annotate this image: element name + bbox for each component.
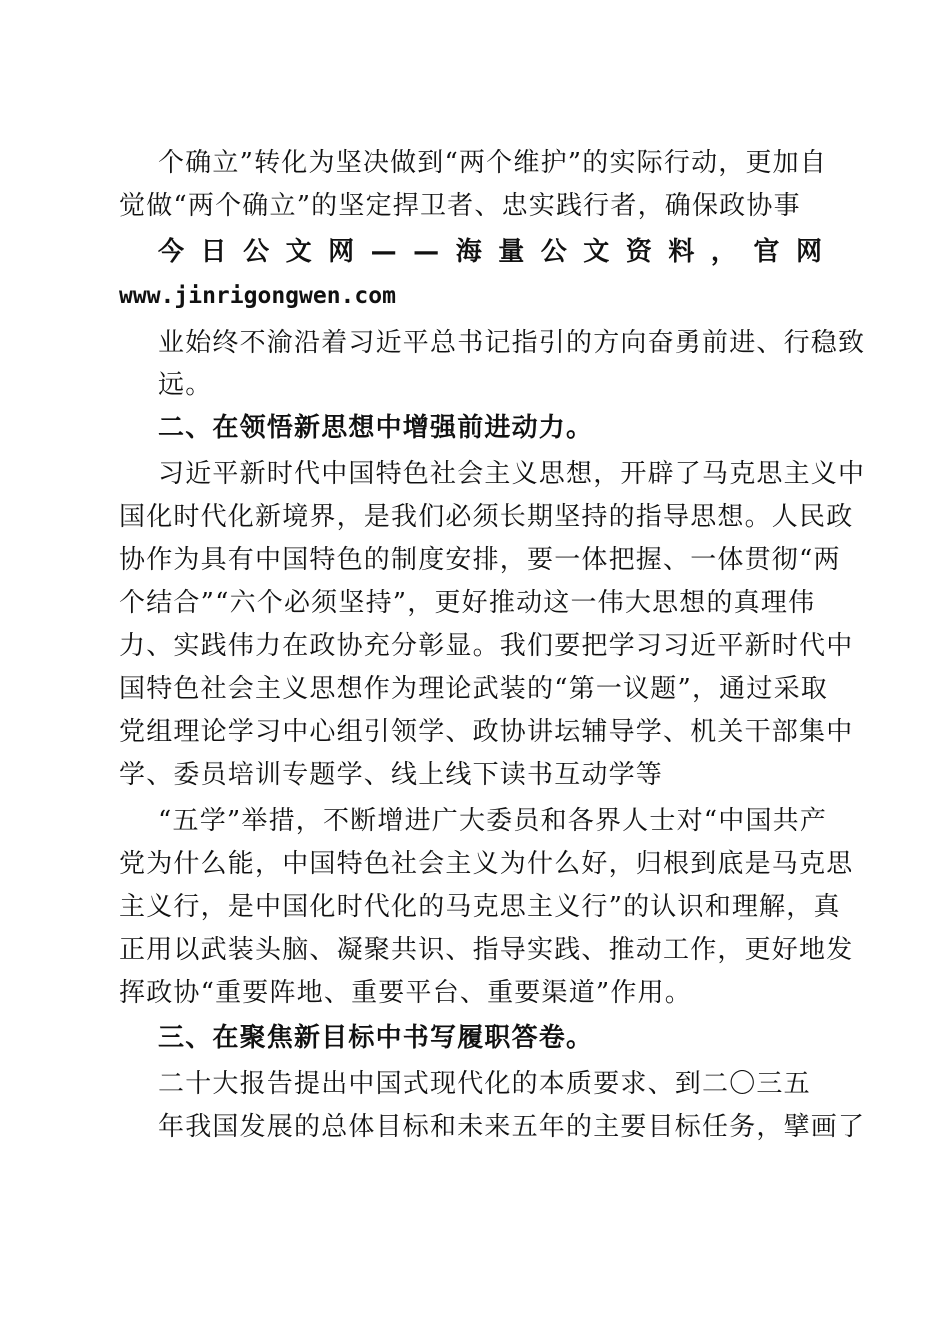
watermark-title-char: 公: [243, 237, 270, 267]
section-heading: 二、在领悟新思想中增强前进动力。: [158, 413, 594, 443]
watermark-url[interactable]: www.jinrigongwen.com: [119, 283, 396, 309]
watermark-title-char: 官: [753, 237, 780, 267]
text-line: 个确立”转化为坚决做到“两个维护”的实际行动，更加自: [158, 148, 828, 178]
watermark-title-char: 公: [540, 237, 567, 267]
text-line: 党组理论学习中心组引领学、政协讲坛辅导学、机关干部集中: [119, 717, 854, 747]
watermark-title: [158, 234, 822, 270]
watermark-title-char: 文: [285, 237, 312, 267]
watermark-title-char: —: [413, 237, 440, 267]
text-line: 协作为具有中国特色的制度安排，要一体把握、一体贯彻“两: [119, 545, 841, 575]
text-line: 二十大报告提出中国式现代化的本质要求、到二〇三五: [158, 1069, 811, 1099]
text-line: 学、委员培训专题学、线上线下读书互动学等: [119, 760, 664, 790]
text-line: 正用以武装头脑、凝聚共识、指导实践、推动工作，更好地发: [119, 935, 854, 965]
text-line: 国特色社会主义思想作为理论武装的“第一议题”，通过采取: [119, 674, 828, 704]
text-line: 党为什么能，中国特色社会主义为什么好，归根到底是马克思: [119, 849, 854, 879]
text-line: 个结合”“六个必须坚持”，更好推动这一伟大思想的真理伟: [119, 588, 816, 618]
watermark-title-char: 日: [200, 237, 227, 267]
text-line: 觉做“两个确立”的坚定捍卫者、忠实践行者，确保政协事: [119, 191, 801, 221]
watermark-title-char: 网: [795, 237, 822, 267]
watermark-title-char: 网: [328, 237, 355, 267]
text-line: 国化时代化新境界，是我们必须长期坚持的指导思想。人民政: [119, 502, 854, 532]
text-line: 远。: [158, 370, 213, 400]
watermark-title-char: 海: [455, 237, 482, 267]
watermark-title-char: —: [370, 237, 397, 267]
watermark-title-char: ，: [710, 237, 737, 267]
text-line: 习近平新时代中国特色社会主义思想，开辟了马克思主义中: [158, 459, 866, 489]
text-line: “五学”举措，不断增进广大委员和各界人士对“中国共产: [158, 806, 828, 836]
text-line: 年我国发展的总体目标和未来五年的主要目标任务，擘画了: [158, 1112, 866, 1142]
watermark-title-char: 文: [583, 237, 610, 267]
text-line: 力、实践伟力在政协充分彰显。我们要把学习习近平新时代中: [119, 631, 854, 661]
text-line: 业始终不渝沿着习近平总书记指引的方向奋勇前进、行稳致: [158, 328, 866, 358]
watermark-title-char: 量: [498, 237, 525, 267]
watermark-title-char: 今: [158, 237, 185, 267]
text-line: 挥政协“重要阵地、重要平台、重要渠道”作用。: [119, 978, 692, 1008]
text-line: 主义行，是中国化时代化的马克思主义行”的认识和理解，真: [119, 892, 841, 922]
watermark-title-char: 资: [625, 237, 652, 267]
watermark-title-char: 料: [668, 237, 695, 267]
section-heading: 三、在聚焦新目标中书写履职答卷。: [158, 1023, 594, 1053]
